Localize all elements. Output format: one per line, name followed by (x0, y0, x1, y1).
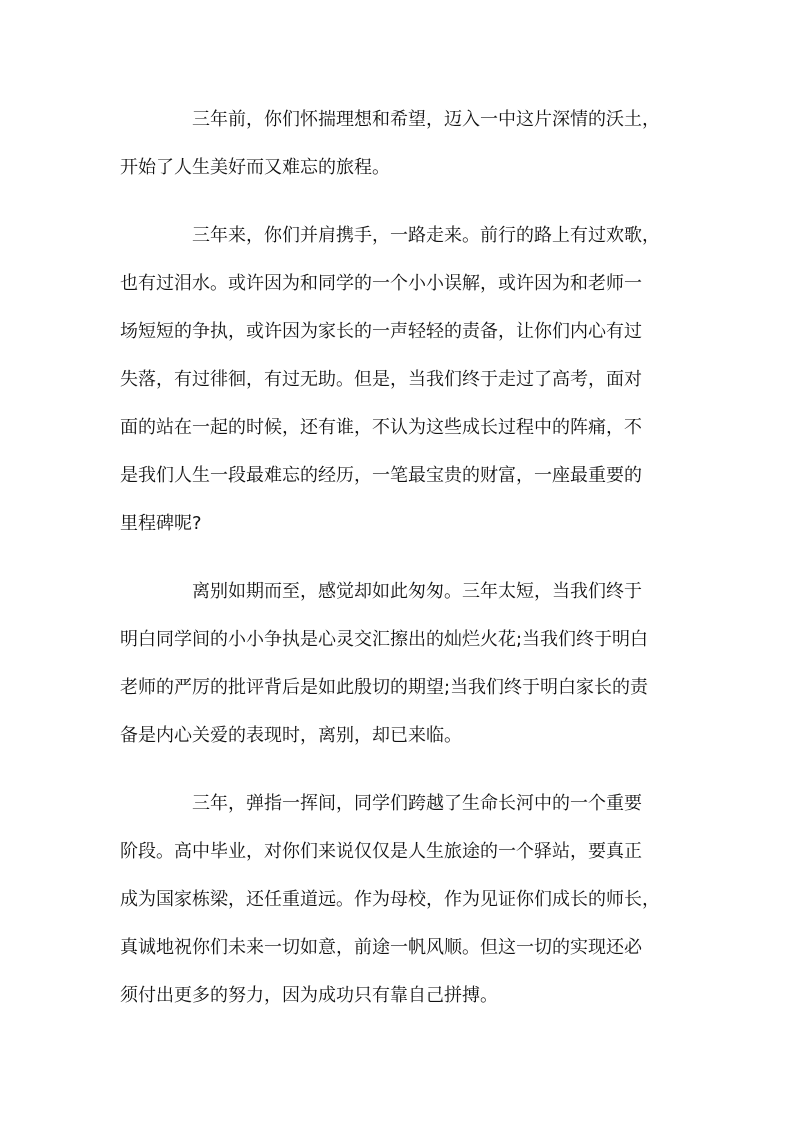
paragraph-2-line-7: 里程碑呢? (120, 513, 202, 534)
paragraph-2-line-6: 是我们人生一段最难忘的经历，一笔最宝贵的财富，一座最重要的 (120, 465, 642, 486)
paragraph-4-line-2: 阶段。高中毕业，对你们来说仅仅是人生旅途的一个驿站，要真正 (120, 841, 642, 862)
paragraph-3-line-4: 备是内心关爱的表现时，离别，却已来临。 (120, 725, 462, 746)
paragraph-3-line-2: 明白同学间的小小争执是心灵交汇擦出的灿烂火花;当我们终于明白 (120, 629, 649, 650)
paragraph-1-line-1: 三年前，你们怀揣理想和希望，迈入一中这片深情的沃土， (192, 109, 660, 130)
paragraph-2-line-2: 也有过泪水。或许因为和同学的一个小小误解，或许因为和老师一 (120, 273, 642, 294)
paragraph-2-line-1: 三年来，你们并肩携手，一路走来。前行的路上有过欢歌， (192, 225, 660, 246)
paragraph-2-line-5: 面的站在一起的时候，还有谁，不认为这些成长过程中的阵痛，不 (120, 417, 642, 438)
paragraph-4-line-5: 须付出更多的努力，因为成功只有靠自己拼搏。 (120, 985, 498, 1006)
paragraph-2-line-3: 场短短的争执，或许因为家长的一声轻轻的责备，让你们内心有过 (120, 321, 642, 342)
paragraph-4-line-4: 真诚地祝你们未来一切如意，前途一帆风顺。但这一切的实现还必 (120, 937, 642, 958)
paragraph-3-line-1: 离别如期而至，感觉却如此匆匆。三年太短，当我们终于 (192, 581, 642, 602)
paragraph-4-line-1: 三年，弹指一挥间，同学们跨越了生命长河中的一个重要 (192, 793, 642, 814)
paragraph-1-line-2: 开始了人生美好而又难忘的旅程。 (120, 157, 390, 178)
paragraph-2-line-4: 失落，有过徘徊，有过无助。但是，当我们终于走过了高考，面对 (120, 369, 642, 390)
paragraph-3-line-3: 老师的严厉的批评背后是如此殷切的期望;当我们终于明白家长的责 (120, 677, 649, 698)
paragraph-4-line-3: 成为国家栋梁，还任重道远。作为母校，作为见证你们成长的师长， (120, 889, 660, 910)
